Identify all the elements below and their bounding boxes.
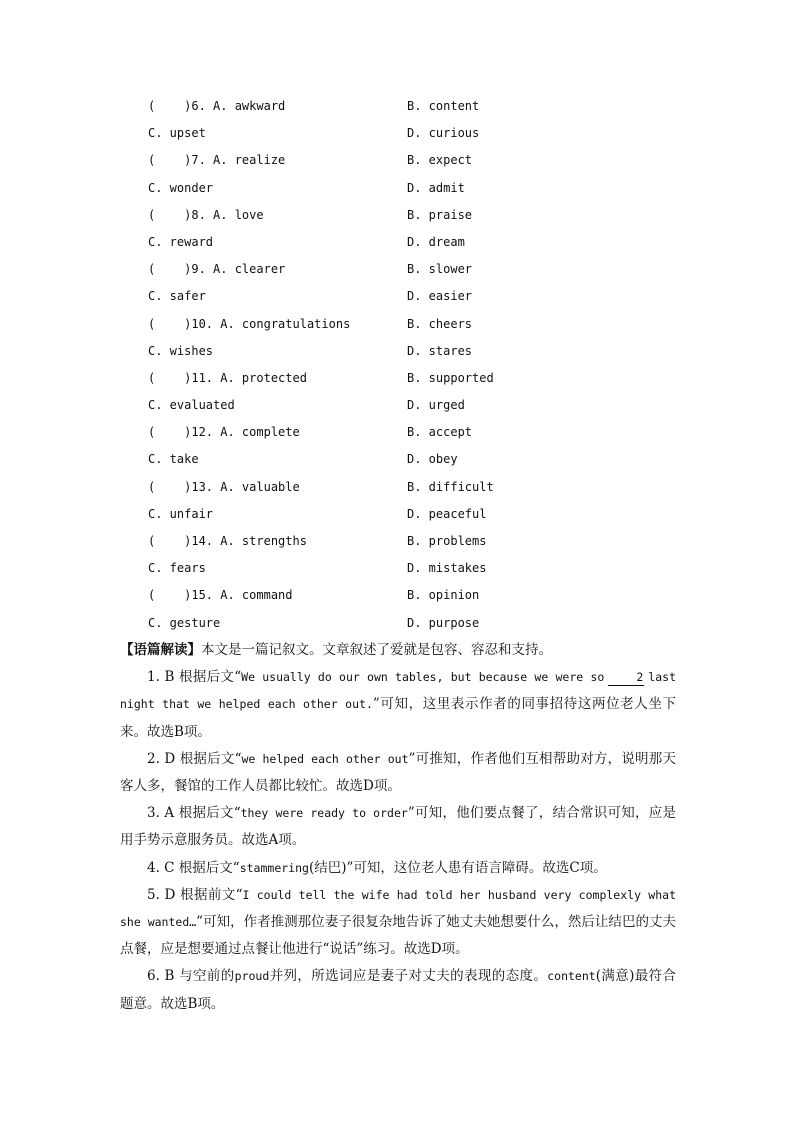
option-right: B. content [407,99,480,113]
option-right: D. curious [407,126,480,141]
option-right: B. opinion [407,588,480,603]
option-row [148,256,668,283]
option-row [148,446,668,473]
option-left: ( )8. A. love [148,207,264,222]
option-right: B. difficult [407,479,494,494]
option-right: D. stares [407,343,473,358]
option-left: ( )10. A. congratulations [148,316,351,331]
blank-number: 2 [608,669,644,686]
answer-lead: 1. B 根据后文“ [147,669,242,686]
option-left: ( )9. A. clearer [148,262,286,277]
option-right: D. admit [407,180,465,195]
gloss-text: (结巴) [308,859,347,876]
option-right: D. purpose [407,615,480,630]
answer-item-4 [120,855,676,882]
option-right: B. praise [407,207,473,222]
option-row [148,338,668,365]
option-right: D. urged [407,398,465,413]
quoted-text: stammering [239,860,309,875]
option-right: D. obey [407,452,458,467]
option-left: C. fears [148,561,206,576]
explanation-section [120,637,676,1018]
option-right: D. dream [407,234,465,249]
answer-tail: (满意)最符合题意。故选B项。 [120,968,676,1012]
option-row [148,229,668,256]
option-row [148,528,668,555]
answer-item-5 [120,882,676,964]
quoted-text: We usually do our own tables, but because we were so [241,670,605,685]
option-row [148,610,668,637]
option-right: B. accept [407,425,473,440]
answer-item-2 [120,746,676,800]
option-right: D. mistakes [407,561,487,576]
answer-item-6 [120,963,676,1017]
option-left: ( )11. A. protected [148,370,307,385]
quoted-text: last night that we helped each other out. [120,670,676,712]
option-row [148,474,668,501]
answer-tail: ”可知，他们要点餐了，结合常识可知，应是用手势示意服务员。故选A项。 [120,805,676,849]
quoted-text: they were ready to order [240,806,408,821]
option-left: C. take [148,452,199,467]
answer-lead: 3. A 根据后文“ [147,805,241,822]
option-row [148,202,668,229]
answer-item-1 [120,664,676,746]
option-left: C. wishes [148,343,214,358]
option-row [148,311,668,338]
answer-lead: 2. D 根据后文“ [147,750,242,767]
option-left: C. reward [148,234,214,249]
option-left: ( )6. A. awkward [148,99,286,113]
option-row [148,175,668,202]
quoted-word: proud [234,969,270,984]
quoted-word: content [547,969,596,984]
option-row [148,555,668,582]
option-left: ( )13. A. valuable [148,479,300,494]
option-left: C. gesture [148,615,221,630]
answer-lead: 4. C 根据后文“ [147,859,240,876]
option-row [148,93,668,120]
summary-text: 本文是一篇记叙文。文章叙述了爱就是包容、容忍和支持。 [201,642,552,658]
option-left: ( )12. A. complete [148,425,300,440]
option-left: C. evaluated [148,398,235,413]
option-right: B. expect [407,153,473,168]
option-right: B. problems [407,534,487,548]
quoted-text: I could tell the wife had told her husband very complexly what she wanted… [120,887,676,930]
explanation-summary [120,637,676,664]
option-left: C. upset [148,126,206,141]
option-row [148,419,668,446]
option-left: ( )14. A. strengths [148,534,307,548]
option-row [148,365,668,392]
option-left: ( )15. A. command [148,588,293,603]
explanation-heading: 【语篇解读】 [120,642,201,658]
answer-lead: 5. D 根据前文“ [147,886,243,903]
answer-mid: 并列，所选词应是妻子对丈夫的表现的态度。 [269,968,548,985]
answer-lead: 6. B 与空前的 [147,968,235,985]
option-right: D. peaceful [407,506,487,521]
option-row [148,283,668,310]
option-left: ( )7. A. realize [148,153,286,168]
option-left: C. safer [148,289,206,304]
option-row [148,392,668,419]
answer-tail: ”可知，作者推测那位妻子很复杂地告诉了她丈夫她想要什么，然后让结巴的丈夫点餐，应是想要通过点餐让他进行“说话”练习。故选D项。 [120,914,676,958]
option-row [148,501,668,528]
answer-tail: ”可推知，作者他们互相帮助对方，说明那天客人多，餐馆的工作人员都比较忙。故选D项。 [120,750,676,795]
option-right: B. cheers [407,316,473,331]
option-right: B. supported [407,370,494,385]
option-row [148,147,668,174]
answer-item-3 [120,800,676,854]
quoted-text: we helped each other out [241,751,409,766]
options-list [148,93,668,637]
answer-tail: ”可知，这里表示作者的同事招待这两位老人坐下来。故选B项。 [120,696,677,740]
option-row [148,120,668,147]
option-right: B. slower [407,262,473,277]
option-left: C. wonder [148,180,214,195]
option-row [148,582,668,609]
option-right: D. easier [407,289,473,304]
answer-tail: ”可知，这位老人患有语言障碍。故选C项。 [346,859,607,876]
option-left: C. unfair [148,506,214,521]
